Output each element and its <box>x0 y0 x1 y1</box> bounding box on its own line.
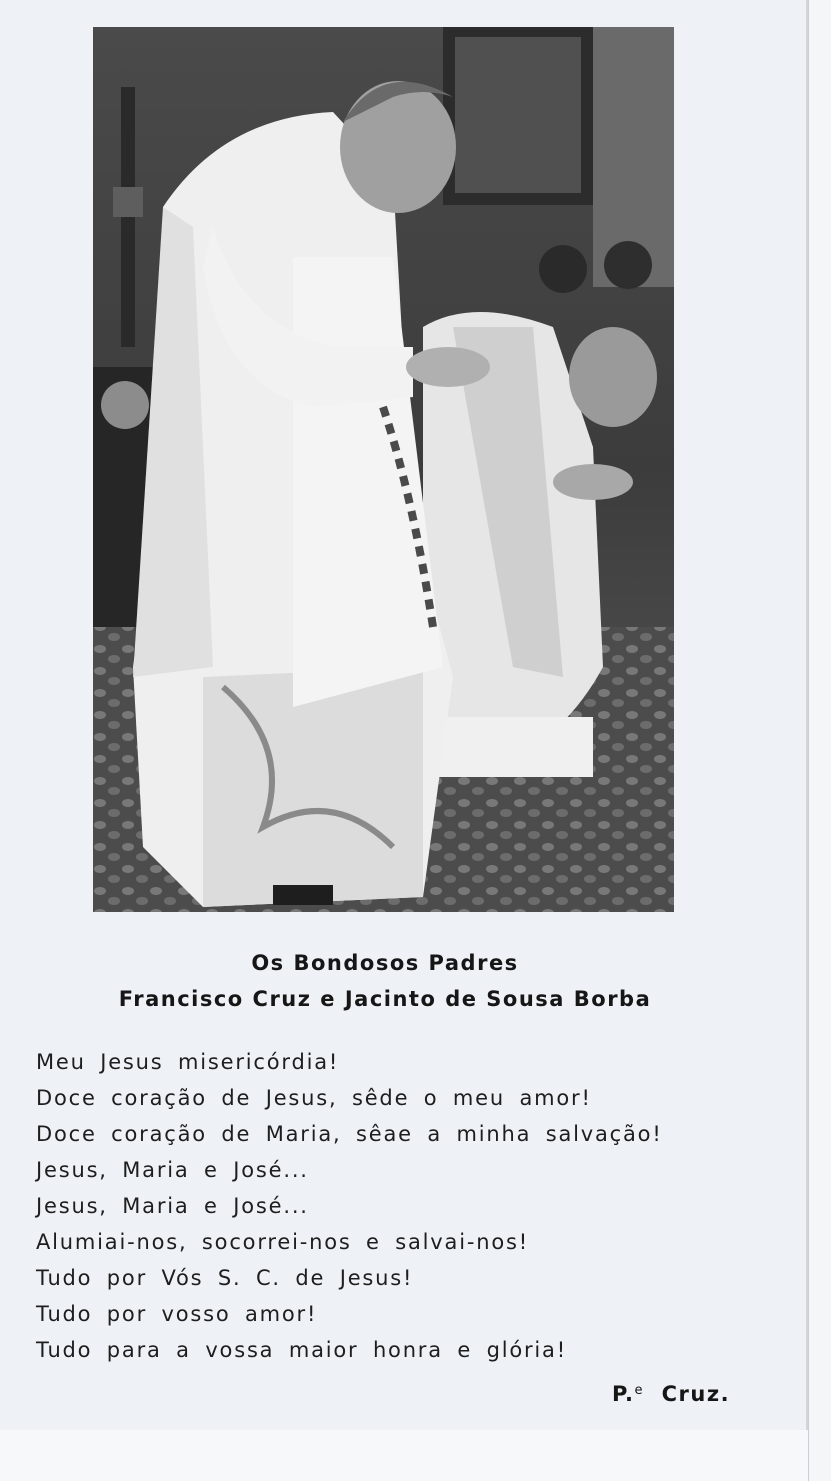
signature-name: Cruz. <box>661 1382 731 1406</box>
signature <box>612 1382 730 1406</box>
prayer-line: Alumiai-nos, socorrei-nos e salvai-nos! <box>36 1230 529 1254</box>
photograph-image <box>93 27 674 912</box>
prayer-line: Jesus, Maria e José... <box>36 1194 309 1218</box>
prayer-line: Jesus, Maria e José... <box>36 1158 309 1182</box>
prayer-line: Tudo por vosso amor! <box>36 1302 318 1326</box>
caption-names: Francisco Cruz e Jacinto de Sousa Borba <box>118 987 652 1011</box>
photograph <box>93 27 674 912</box>
prayer-text <box>36 1044 776 1368</box>
card-edge <box>806 0 809 1481</box>
prayer-line: Doce coração de Maria, sêae a minha salvação! <box>36 1122 663 1146</box>
caption-title: Os Bondosos Padres <box>251 951 519 975</box>
prayer-line: Doce coração de Jesus, sêde o meu amor! <box>36 1086 592 1110</box>
prayer-line: Meu Jesus misericórdia! <box>36 1050 340 1074</box>
signature-prefix: P. <box>612 1382 635 1406</box>
signature-superscript: e <box>634 1383 645 1398</box>
prayer-line: Tudo para a vossa maior honra e glória! <box>36 1338 567 1362</box>
prayer-line: Tudo por Vós S. C. de Jesus! <box>36 1266 414 1290</box>
card-bottom-margin <box>0 1430 808 1481</box>
